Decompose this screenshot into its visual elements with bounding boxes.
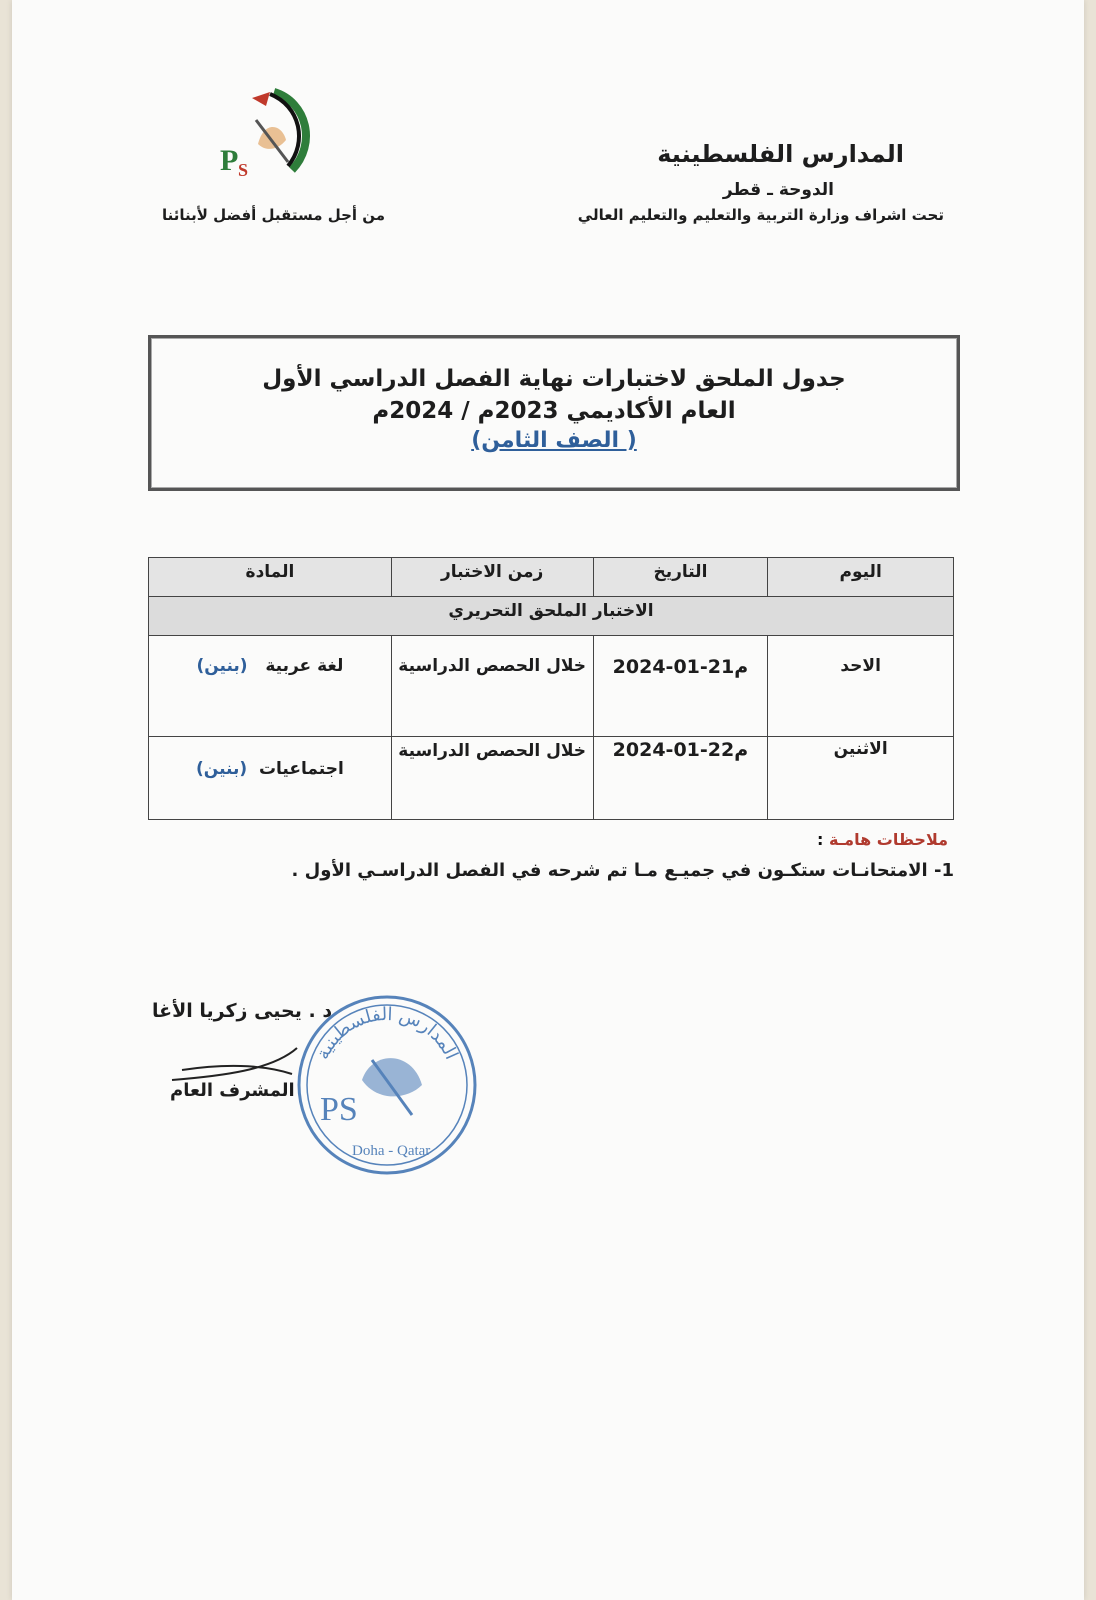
signatory-title: المشرف العام (170, 1080, 295, 1101)
header-time: زمن الاختبار (391, 558, 593, 597)
cell-date (593, 636, 768, 737)
subject-note: (بنين) (196, 656, 248, 676)
subject-note: (بنين) (196, 759, 248, 779)
section-row (149, 597, 954, 636)
signatory-name: د . يحيى زكريا الأغا (152, 1000, 333, 1022)
stamp-initials: PS (320, 1091, 358, 1128)
table-row (149, 737, 954, 820)
school-logo (212, 84, 322, 189)
cell-time: خلال الحصص الدراسية (391, 636, 593, 737)
section-label: الاختبار الملحق التحريري (149, 597, 954, 636)
header-date: التاريخ (593, 558, 768, 597)
cell-day: الاحد (768, 636, 954, 737)
title-line-2: العام الأكاديمي 2023م / 2024م (372, 398, 736, 424)
subject-name: اجتماعيات (258, 759, 344, 779)
notes-heading-text: ملاحظات هامـة (828, 830, 948, 849)
table-header-row (149, 558, 954, 597)
date-value: 2024-01-22م (612, 739, 749, 761)
svg-text:P: P (220, 144, 239, 177)
official-stamp (292, 990, 482, 1180)
title-line-1: جدول الملحق لاختبارات نهاية الفصل الدراسي الأول (262, 366, 846, 392)
school-slogan: من أجل مستقبل أفضل لأبنائنا (162, 206, 386, 224)
document-page (12, 0, 1084, 1600)
stamp-arc-text: المدارس الفلسطينية (312, 1003, 462, 1063)
notes-heading (817, 830, 948, 849)
subject-name: لغة عربية (265, 656, 344, 676)
svg-text:S: S (238, 160, 249, 180)
school-city: الدوحة ـ قطر (722, 180, 834, 200)
supervision-line: تحت اشراف وزارة التربية والتعليم والتعليم العالي (577, 206, 944, 224)
note-item: 1- الامتحانـات ستكـون في جميـع مـا تم شرحه في الفصل الدراسـي الأول . (291, 860, 954, 881)
cell-date (593, 737, 768, 820)
grade-label: ( الصف الثامن) (471, 428, 637, 453)
header-subject: المادة (149, 558, 392, 597)
stamp-bottom-text: Doha - Qatar (352, 1143, 431, 1159)
cell-day: الاثنين (768, 737, 954, 820)
header-day: اليوم (768, 558, 954, 597)
school-name: المدارس الفلسطينية (657, 140, 904, 168)
cell-subject (149, 737, 392, 820)
title-box (148, 335, 960, 491)
cell-subject (149, 636, 392, 737)
notes-colon: : (817, 830, 824, 849)
cell-time: خلال الحصص الدراسية (391, 737, 593, 820)
exam-schedule-table (148, 557, 954, 820)
date-value: 2024-01-21م (612, 656, 749, 678)
table-row (149, 636, 954, 737)
